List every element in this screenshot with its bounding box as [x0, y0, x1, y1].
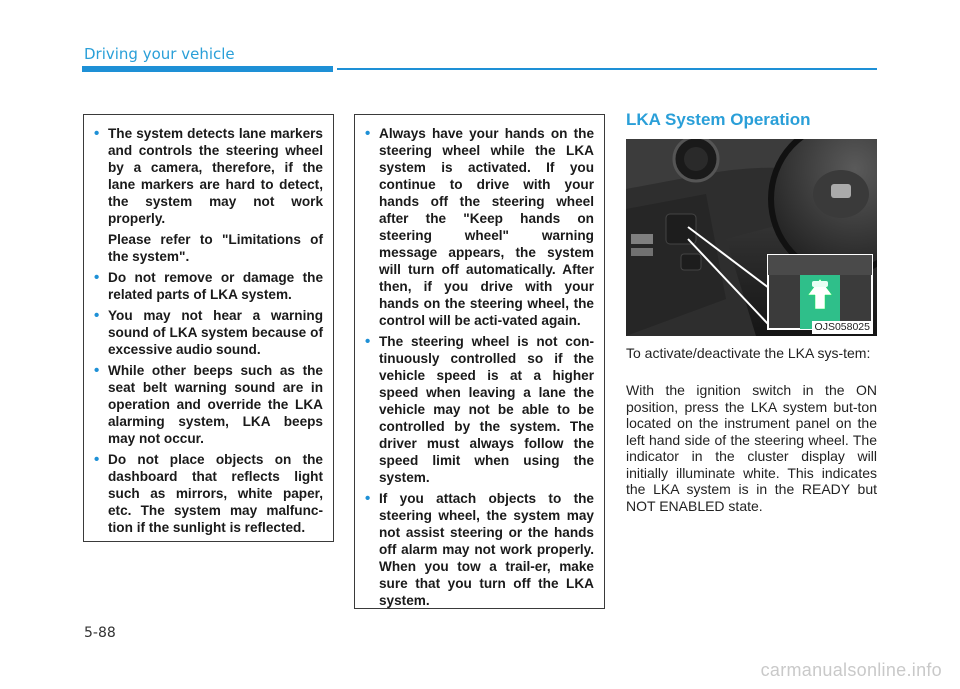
caution-item: [94, 362, 323, 447]
bullet-icon: •: [94, 125, 100, 142]
caution-item: [365, 490, 594, 609]
dashboard-illustration: [626, 139, 877, 336]
section-heading: LKA System Operation: [626, 110, 811, 129]
header-title: Driving your vehicle: [84, 45, 235, 63]
figure-code: OJS058025: [812, 321, 873, 334]
caution-text: If you attach objects to the steering wheel, the system may not assist steering or the hands off alarm may not work properly. When you tow a trail-er, make sure that you turn off the LKA system.: [379, 491, 594, 608]
caution-list-middle: [365, 125, 594, 609]
caution-text: Do not place objects on the dashboard that reflects light such as mirrors, white paper, etc. The system may malfunc-tion if the sunlight is reflected.: [108, 452, 323, 535]
caution-text: The system detects lane markers and controls the steering wheel by a camera, therefore, if the lane markers are hard to detect, the system may not work properly.: [108, 126, 323, 226]
instruction-intro: To activate/deactivate the LKA sys-tem:: [626, 345, 871, 361]
caution-list-left: [94, 125, 323, 536]
caution-text: Please refer to "Limitations of the system".: [108, 232, 323, 264]
caution-item: [365, 333, 594, 486]
bullet-icon: •: [94, 362, 100, 379]
bullet-icon: •: [94, 307, 100, 324]
page-number: 5-88: [84, 625, 116, 641]
caution-item: [94, 125, 323, 265]
caution-text: While other beeps such as the seat belt warning sound are in operation and override the LKA alarming system, LKA beeps may not occur.: [108, 363, 323, 446]
bullet-icon: •: [365, 333, 371, 350]
caution-text: Always have your hands on the steering wheel while the LKA system is activated. If you continue to drive with your hands off the steering wheel after the "Keep hands on steering wheel" warning message appears, the system will turn off automatically. After then, if you drive with your hands on the steering wheel, the control will be acti-vated again.: [379, 126, 594, 328]
caution-box-left: [83, 114, 334, 542]
caution-text: You may not hear a warning sound of LKA system because of excessive audio sound.: [108, 308, 323, 357]
caution-item: [94, 269, 323, 303]
instruction-body: With the ignition switch in the ON position, press the LKA system but-ton located on the instrument panel on the left hand side of the steering wheel. The indicator in the cluster display will initially illuminate white. This indicates the LKA system is in the READY but NOT ENABLED state.: [626, 382, 877, 514]
bullet-icon: •: [94, 451, 100, 468]
watermark: carmanualsonline.info: [760, 660, 942, 680]
caution-item: [365, 125, 594, 329]
caution-text: Do not remove or damage the related parts of LKA system.: [108, 270, 323, 302]
caution-box-middle: [354, 114, 605, 609]
caution-item: [94, 307, 323, 358]
caution-item: [94, 451, 323, 536]
header-rule-thin: [337, 68, 877, 70]
bullet-icon: •: [365, 490, 371, 507]
bullet-icon: •: [365, 125, 371, 142]
caution-text: The steering wheel is not con-tinuously controlled so if the vehicle speed is at a higher speed when leaving a lane the vehicle may not be able to be controlled by the system. The driver must always follow the speed limit when using the system.: [379, 334, 594, 485]
bullet-icon: •: [94, 269, 100, 286]
header-rule-thick: [82, 66, 333, 72]
lka-button-figure: [626, 139, 877, 336]
